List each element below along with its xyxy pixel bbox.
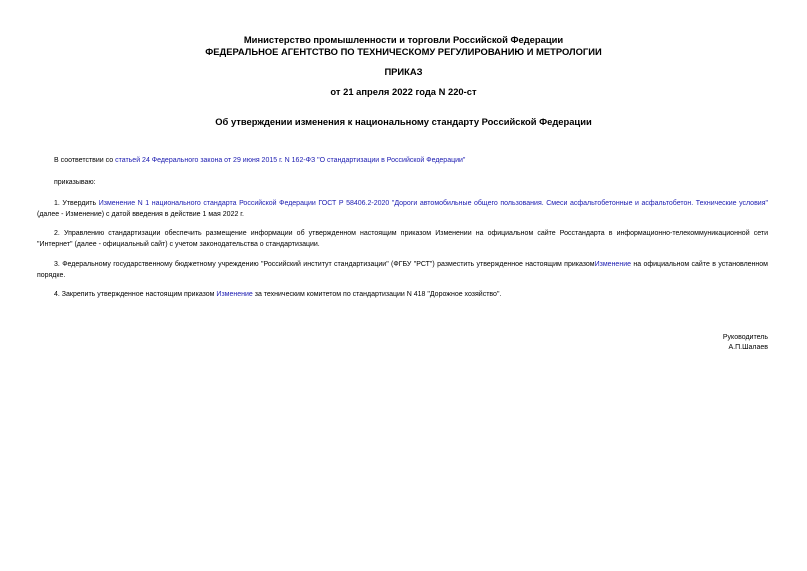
paragraph-3-suffix: на официальном сайте в установленном порядке. <box>37 261 768 279</box>
paragraph-4-suffix: за техническим комитетом по стандартизации N 418 "Дорожное хозяйство". <box>252 291 502 298</box>
order-word <box>37 177 768 188</box>
document-subject: Об утверждении изменения к национальному стандарту Российской Федерации <box>215 116 592 127</box>
paragraph-3 <box>37 259 768 281</box>
signatory-title: Руководитель <box>722 334 768 341</box>
document-date-number: от 21 апреля 2022 года N 220-ст <box>330 86 477 97</box>
paragraph-3-prefix: 3. Федеральному государственному бюджетному учреждению "Российский институт стандартизации" (ФГБУ "РСТ") разместить утвержденное настоящим приказом <box>54 261 595 268</box>
paragraph-1-suffix: (далее - Изменение) с датой введения в действие 1 мая 2022 г. <box>37 211 244 218</box>
order-word-text: приказываю: <box>54 179 96 186</box>
paragraph-2-text: 2. Управлению стандартизации обеспечить размещение информации об утвержденном настоящим приказом Изменении на официальном сайте Росстандарта в информационно-телекоммуникационной сети "Интернет" (далее - официальный сайт) с учетом законодательства о стандартизации. <box>37 230 768 248</box>
intro-prefix: В соответствии со <box>54 157 116 164</box>
standard-amendment-link[interactable]: Изменение N 1 национального стандарта Российской Федерации ГОСТ Р 58406.2-2020 "Дороги автомобильные общего пользования. Смеси асфальтобетонные и асфальтобетон. Технические условия" <box>98 200 768 207</box>
signatory-name: А.П.Шалаев <box>728 344 768 351</box>
amendment-link-p3[interactable]: Изменение <box>594 261 631 268</box>
paragraph-4-prefix: 4. Закрепить утвержденное настоящим приказом <box>54 291 217 298</box>
intro-paragraph <box>37 155 768 166</box>
agency-heading: ФЕДЕРАЛЬНОЕ АГЕНТСТВО ПО ТЕХНИЧЕСКОМУ РЕГУЛИРОВАНИЮ И МЕТРОЛОГИИ <box>205 46 602 57</box>
paragraph-2 <box>37 228 768 250</box>
paragraph-1-prefix: 1. Утвердить <box>54 200 99 207</box>
federal-law-link[interactable]: статьей 24 Федерального закона от 29 июня 2015 г. N 162-ФЗ "О стандартизации в Российской Федерации" <box>115 157 466 164</box>
ministry-heading: Министерство промышленности и торговли Российской Федерации <box>243 34 564 45</box>
paragraph-1 <box>37 198 768 220</box>
document-type: ПРИКАЗ <box>384 66 423 77</box>
paragraph-4 <box>37 289 768 300</box>
amendment-link-p4[interactable]: Изменение <box>216 291 253 298</box>
